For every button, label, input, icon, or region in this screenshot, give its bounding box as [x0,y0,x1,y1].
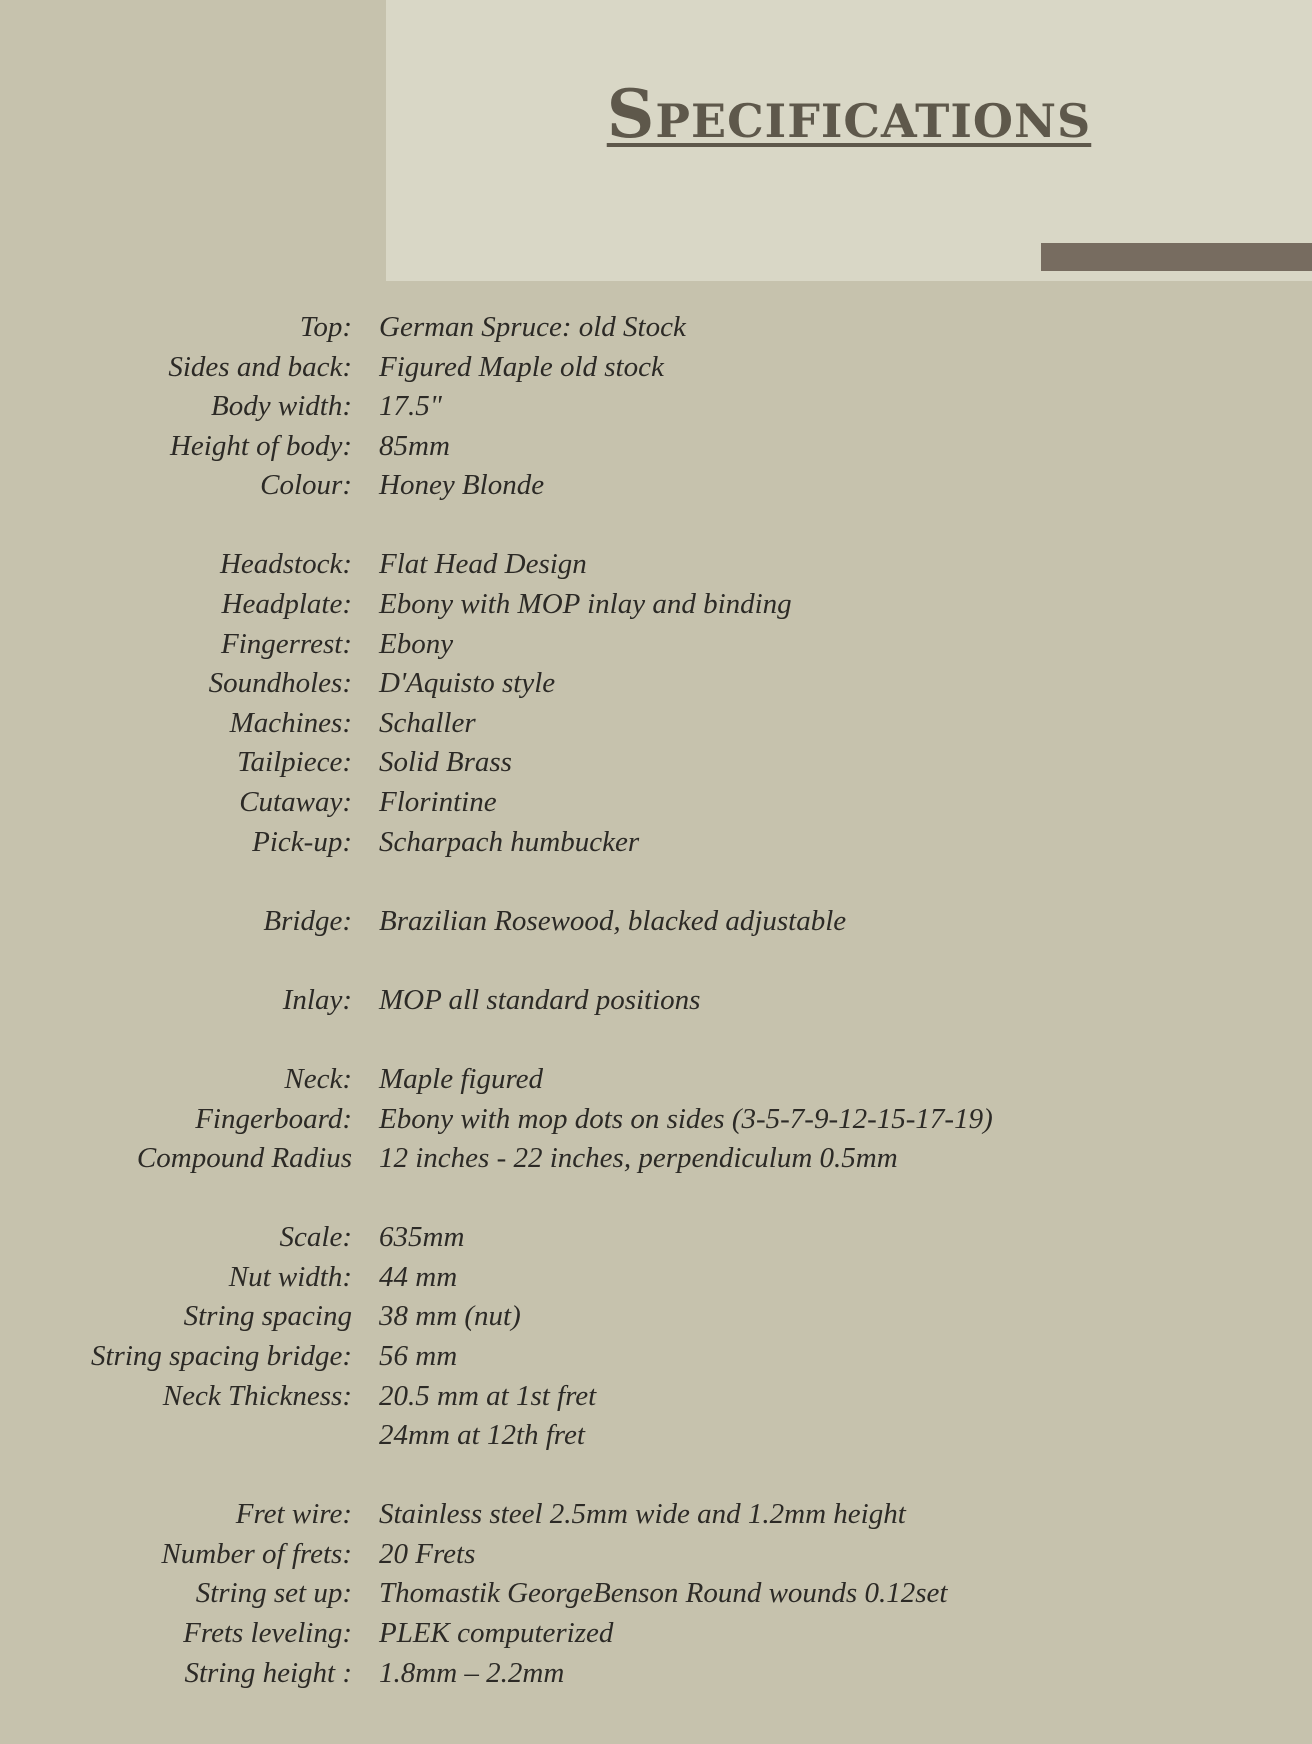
spec-value: 17.5" [379,390,442,423]
spec-value: 635mm [379,1221,465,1254]
spec-value: Ebony with mop dots on sides (3-5-7-9-12-15-17-19) [379,1102,993,1135]
spec-row [0,704,1312,744]
spec-row [0,783,1312,823]
spec-label: Nut width: [228,1260,352,1293]
spec-row [0,585,1312,625]
spec-value: Figured Maple old stock [379,350,664,383]
spec-row [0,1654,1312,1694]
spec-label: Height of body: [169,429,352,462]
spec-value: Brazilian Rosewood, blacked adjustable [379,904,847,937]
spec-label: String spacing bridge: [91,1339,352,1372]
spec-row [0,823,1312,863]
spec-row [0,1337,1312,1377]
spec-value: Ebony with MOP inlay and binding [379,588,792,621]
spec-value: Flat Head Design [379,548,587,581]
spec-value: 38 mm (nut) [379,1300,521,1333]
spec-label: Fret wire: [235,1498,352,1531]
spec-label: Machines: [229,706,352,739]
spec-row [0,1218,1312,1258]
spec-label: Cutaway: [239,786,352,819]
spec-label: Frets leveling: [183,1617,352,1650]
spec-value: Stainless steel 2.5mm wide and 1.2mm height [379,1498,906,1531]
spec-row [0,902,1312,942]
spec-group [0,545,1312,862]
spec-row [0,664,1312,704]
spec-value: 20 Frets [379,1537,476,1570]
spec-row [0,1535,1312,1575]
spec-label [0,1416,352,1456]
spec-group [0,981,1312,1021]
accent-bar [1041,243,1312,271]
spec-label: Number of frets: [161,1537,352,1570]
spec-row [0,466,1312,506]
spec-row [0,743,1312,783]
spec-label: Soundholes: [208,667,352,700]
spec-value: PLEK computerized [379,1617,614,1650]
spec-row [0,308,1312,348]
spec-value: German Spruce: old Stock [379,311,686,343]
spec-value: 12 inches - 22 inches, perpendiculum 0.5mm [379,1142,898,1175]
spec-value: 24mm at 12th fret [379,1419,585,1452]
spec-list [0,308,1312,1733]
spec-row [0,1139,1312,1179]
spec-value: Thomastik GeorgeBenson Round wounds 0.12set [379,1577,948,1610]
spec-label: Sides and back: [168,350,352,383]
spec-group [0,902,1312,942]
spec-label: Top: [299,311,352,343]
spec-row [0,1060,1312,1100]
spec-value: 44 mm [379,1260,458,1293]
page-title: Specifications [606,75,1092,153]
spec-label: Tailpiece: [237,746,352,779]
spec-label: Fingerrest: [220,627,352,660]
spec-value: Florintine [379,786,497,819]
spec-value: Scharpach humbucker [379,825,640,858]
spec-row [0,625,1312,665]
spec-group [0,1495,1312,1693]
spec-row [0,348,1312,388]
spec-value: Solid Brass [379,746,512,779]
spec-value: 56 mm [379,1339,458,1372]
spec-row [0,981,1312,1021]
spec-row [0,1258,1312,1298]
spec-row [0,1614,1312,1654]
spec-value: Ebony [379,627,454,660]
spec-row [0,387,1312,427]
spec-group [0,308,1312,506]
spec-label: Neck Thickness: [162,1379,352,1412]
spec-label: Pick-up: [252,825,352,858]
spec-value: Maple figured [379,1062,544,1095]
spec-label: Headplate: [221,588,352,621]
spec-value: 85mm [379,429,450,462]
spec-label: Neck: [284,1062,352,1095]
spec-row [0,1416,1312,1456]
spec-value: MOP all standard positions [379,983,701,1016]
spec-label: Inlay: [282,983,352,1016]
spec-row [0,1377,1312,1417]
spec-label: String height : [184,1656,352,1689]
spec-row [0,427,1312,467]
spec-value: D'Aquisto style [379,667,556,700]
spec-label: Colour: [260,469,352,502]
spec-row [0,1495,1312,1535]
spec-group [0,1060,1312,1179]
spec-label: String set up: [195,1577,352,1610]
spec-label: Fingerboard: [195,1102,352,1135]
spec-label: Body width: [211,390,352,423]
spec-label: Scale: [279,1221,352,1254]
spec-label: String spacing [183,1300,352,1333]
spec-row [0,1297,1312,1337]
spec-value: Schaller [379,706,476,739]
spec-label: Bridge: [263,904,352,937]
spec-row [0,545,1312,585]
spec-value: Honey Blonde [379,469,545,502]
spec-label: Headstock: [219,548,352,581]
spec-value: 1.8mm – 2.2mm [379,1656,565,1689]
spec-label: Compound Radius [136,1142,352,1175]
spec-value: 20.5 mm at 1st fret [379,1379,597,1412]
spec-row [0,1574,1312,1614]
spec-row [0,1100,1312,1140]
spec-group [0,1218,1312,1456]
